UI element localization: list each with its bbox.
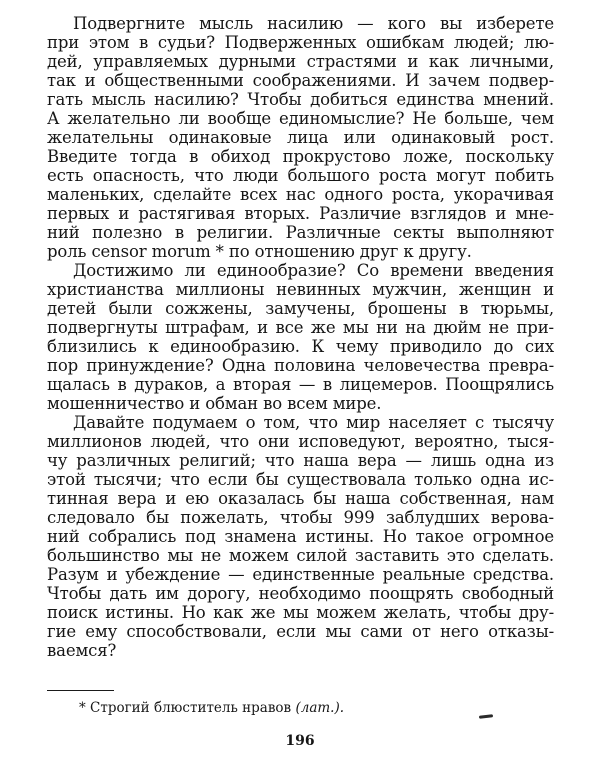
text-line: Разум и убеждение — единственные реальные средства. (47, 565, 554, 584)
text-line: подвергнуты штрафам, и все же мы ни на дюйм не при- (47, 318, 554, 337)
text-line: детей были сожжены, замучены, брошены в тюрьмы, (47, 299, 554, 318)
text-line: так и общественными соображениями. И зачем подвер- (47, 71, 554, 90)
text-line: следовало бы пожелать, чтобы 999 заблудших верова- (47, 508, 554, 527)
footnote-marker: * (79, 700, 86, 716)
text-line: дей, управляемых дурными страстями и как личными, (47, 52, 554, 71)
text-line: маленьких, сделайте всех нас одного роста, укорачивая (47, 185, 554, 204)
footnote-divider (47, 690, 114, 691)
text-line: чу различных религий; что наша вера — лишь одна из (47, 451, 554, 470)
paragraph-1 (47, 14, 554, 261)
text-line: мошенничество и обман во всем мире. (47, 394, 382, 413)
text-line: Достижимо ли единообразие? Со времени введения (73, 261, 554, 280)
paragraph-3 (47, 413, 554, 660)
text-line: поиск истины. Но как же мы можем желать, чтобы дру- (47, 603, 554, 622)
body-text (47, 14, 554, 660)
text-line: Давайте подумаем о том, что мир населяет с тысячу (73, 413, 554, 432)
text-line: А желательно ли вообще единомыслие? Не больше, чем (47, 109, 554, 128)
text-line: ваемся? (47, 641, 117, 660)
text-line: этой тысячи; что если бы существовала только одна ис- (47, 470, 554, 489)
text-line: гие ему способствовали, если мы сами от него отказы- (47, 622, 554, 641)
paragraph-2 (47, 261, 554, 413)
text-line: ний полезно в религии. Различные секты выполняют (47, 223, 554, 242)
text-line: христианства миллионы невинных мужчин, женщин и (47, 280, 554, 299)
ink-mark (479, 714, 493, 718)
text-line: миллионов людей, что они исповедуют, вероятно, тыся- (47, 432, 554, 451)
text-line: тинная вера и ею оказалась бы наша собственная, нам (47, 489, 554, 508)
text-line: Чтобы дать им дорогу, необходимо поощрять свободный (47, 584, 554, 603)
text-line: щалась в дураков, а вторая — в лицемеров. Поощрялись (47, 375, 554, 394)
text-line: при этом в судьи? Подверженных ошибкам людей; лю- (47, 33, 554, 52)
footnote (79, 700, 344, 717)
footnote-text: Строгий блюститель нравов (90, 700, 292, 716)
text-line: есть опасность, что люди большого роста могут побить (47, 166, 554, 185)
text-line: ний собрались под знамена истины. Но такое огромное (47, 527, 554, 546)
text-line: Введите тогда в обиход прокрустово ложе, поскольку (47, 147, 554, 166)
page-number: 196 (285, 733, 315, 749)
text-line: первых и растягивая вторых. Различие взглядов и мне- (47, 204, 554, 223)
text-line: роль censor morum * по отношению друг к другу. (47, 242, 472, 261)
text-line: близились к единообразию. К чему приводило до сих (47, 337, 554, 356)
text-line: пор принуждение? Одна половина человечества превра- (47, 356, 554, 375)
footnote-language: (лат.). (295, 700, 345, 716)
text-line: Подвергните мысль насилию — кого вы изберете (73, 14, 554, 33)
text-line: желательны одинаковые лица или одинаковый рост. (47, 128, 554, 147)
text-line: гать мысль насилию? Чтобы добиться единства мнений. (47, 90, 554, 109)
text-line: большинство мы не можем силой заставить это сделать. (47, 546, 554, 565)
